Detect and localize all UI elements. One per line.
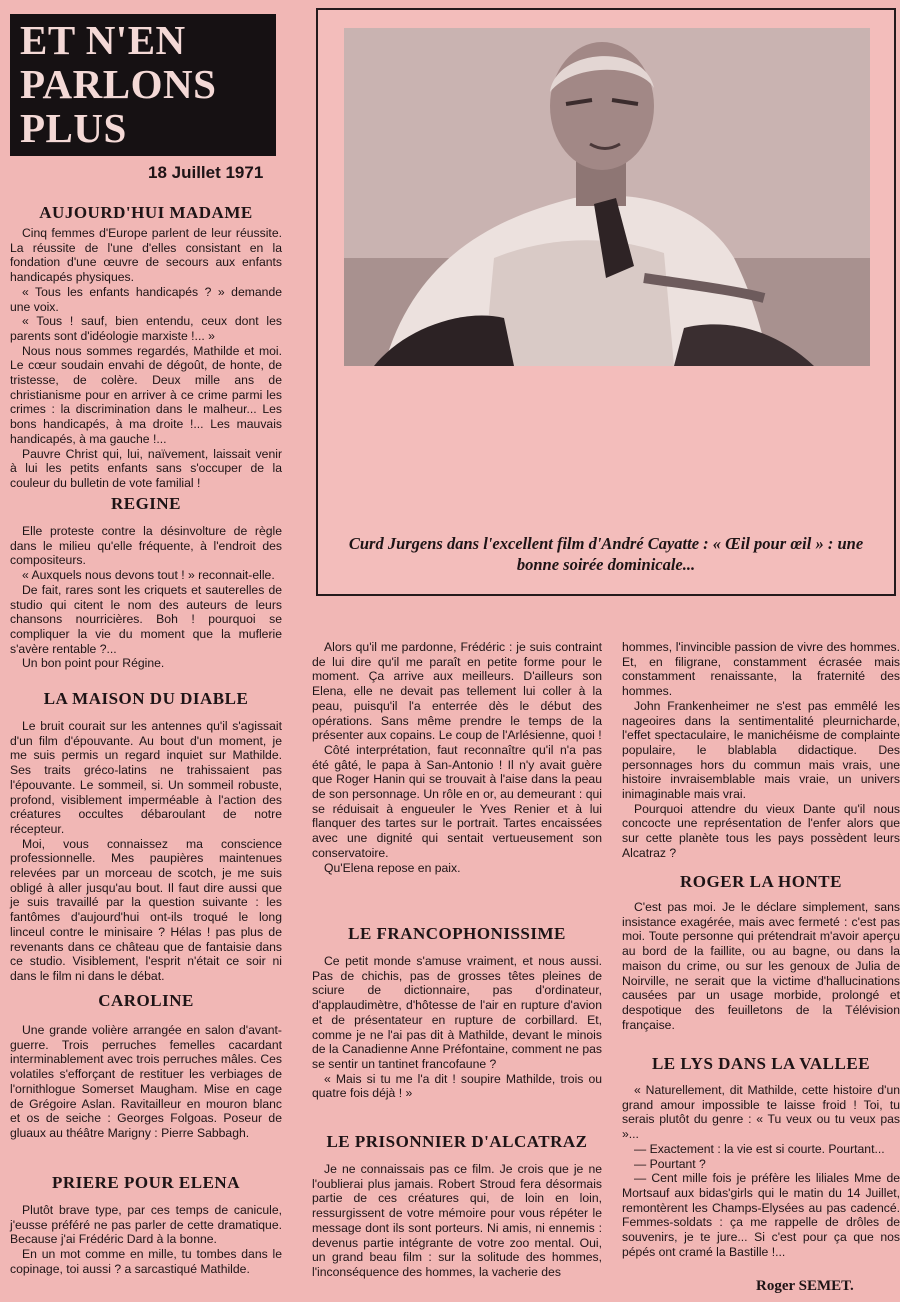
section-title-priere: PRIERE POUR ELENA — [52, 1173, 240, 1192]
portrait-photo — [344, 28, 870, 366]
section-title-lys: LE LYS DANS LA VALLEE — [651, 1054, 871, 1073]
section-title-aujourdhui: AUJOURD'HUI MADAME — [39, 203, 253, 222]
paragraph: hommes, l'invincible passion de vivre des hommes. Et, en filigrane, constamment écrasée mais constamment renaissante, la fraternité des hommes. — [622, 640, 900, 699]
publication-date: 18 Juillet 1971 — [148, 163, 264, 182]
paragraph: Ce petit monde s'amuse vraiment, et nous aussi. Pas de chichis, pas de grosses têtes pleines de sciure de dictionnaire, pas d'ordinateur, d'applaudimètre, d'hôtesse de l'air en rupture d'avion et de présentateur en rupture de corbillard. Et, comme je ne l'ai pas dit à Mathilde, devant le minois de la Canadienne Anne Préfontaine, comment ne pas se sentir un tantinet francofaune ? — [312, 954, 602, 1071]
paragraph: « Auxquels nous devons tout ! » reconnait-elle. — [22, 568, 275, 583]
masthead — [10, 14, 276, 156]
article-roger — [622, 900, 900, 1032]
section-title-maison: LA MAISON DU DIABLE — [43, 689, 249, 708]
paragraph: Elle proteste contre la désinvolture de règle dans le milieu qu'elle fréquente, à l'endroit des compositeurs. — [10, 524, 282, 568]
paragraph: Côté interprétation, faut reconnaître qu'il n'a pas été gâté, le papa à San-Antonio ! Il n'y avait guère que Roger Hanin qui se trouvait à l'aise dans la peau de son personnage. Un rôle en or, au demeurant : qui se réduisait à engueuler le Yves Renier et à lui flanquer des tartes sur le portrait. Tartes encaissées avec une dignité qui sentait vertueusement son conservatoire. — [312, 742, 602, 860]
paragraph: John Frankenheimer ne s'est pas emmêlé les nageoires dans la sentimentalité pleurnicharde, l'effet spectaculaire, le manichéisme de complainte populaire, le blablabla didactique. Des personnages hors du commun mais vrais, une histoire invraisemblable mais vraie, un univers inimaginable mais vrai. — [622, 698, 900, 802]
section-title-caroline: CAROLINE — [98, 991, 194, 1010]
section-title-alcatraz: LE PRISONNIER D'ALCATRAZ — [326, 1132, 588, 1151]
article-alcatraz — [312, 1162, 602, 1280]
section-title-roger: ROGER LA HONTE — [680, 872, 842, 891]
paragraph: Je ne connaissais pas ce film. Je crois que je ne l'oublierai plus jamais. Robert Stroud fera désormais partie de ces créatures qui, de loin en loin, ressurgissent de votre mémoire pour vous répéter le message dont ils sont porteurs. Ni amis, ni ennemis : devenus partie intégrante de votre zoo mental. Oui, un grand beau film : sur la solitude des hommes, l'inconséquence des hommes, la vacherie des — [312, 1162, 602, 1279]
article-priere — [10, 1203, 282, 1277]
paragraph: « Tous les enfants handicapés ? » demande une voix. — [10, 284, 282, 314]
article-maison — [10, 719, 282, 984]
masthead-line: ET N'EN — [20, 17, 186, 63]
paragraph: Moi, vous connaissez ma conscience professionnelle. Mes paupières maintenues relevées par un morceau de scotch, je me suis obligé à aller jusqu'au bout. Il faut dire aussi que je suis travaillé par la question suivante : les fantômes d'aujourd'hui ont-ils troqué le long linceul contre le minisaire ? Hélas ! pas plus de revenants dans ce château que de fantaisie dans ce studio. Visiblement, l'esprit n'était ce soir ni dans le film ni dans le débat. — [10, 836, 282, 983]
article-caroline — [10, 1023, 282, 1141]
paragraph: De fait, rares sont les criquets et sauterelles de studio qui citent le nom des auteurs de leurs chansons nourricières. Boh ! pourquoi se compliquer la vie du moment que la muflerie s'avère rentable ?... — [10, 582, 282, 656]
paragraph: Nous nous sommes regardés, Mathilde et moi. Le cœur soudain envahi de dégoût, de honte, de tristesse, de colère. Deux mille ans de christianisme pour en arriver à ce crime parmi les crimes : la discrimination dans le malheur... Les bons handicapés, à ma droite !... Les mauvais handicapés, à ma gauche !... — [10, 343, 282, 446]
paragraph: — Cent mille fois je préfère les liliales Mme de Mortsauf aux bidas'girls qui le matin du 14 Juillet, remontèrent les Champs-Elysées au pas cadencé. Femmes-soldats : ça me rappelle de drôles de souvenirs, je te jure... Si c'est pour ça que nos pépés ont cramé la Bastille !... — [622, 1171, 900, 1259]
paragraph: « Mais si tu me l'a dit ! soupire Mathilde, trois ou quatre fois déjà ! » — [312, 1071, 602, 1101]
paragraph: Plutôt brave type, par ces temps de canicule, j'eusse préféré ne pas parler de cette dramatique. Because j'ai Frédéric Dard à la bonne. — [10, 1203, 282, 1247]
article-alcatraz-continued — [622, 640, 900, 861]
paragraph: Pourquoi attendre du vieux Dante qu'il nous concocte une représentation de l'enfer alors que sur cette planète tous les pays possèdent leurs Alcatraz ? — [622, 801, 900, 860]
paragraph: Qu'Elena repose en paix. — [324, 860, 461, 875]
masthead-line: PLUS — [20, 105, 127, 151]
section-title-regine: REGINE — [110, 494, 182, 513]
paragraph: Une grande volière arrangée en salon d'avant-guerre. Trois perruches femelles cacardant interminablement avec trois perruches mâles. Ces volatiles s'efforçant de restituer les verbiages de l'ornithlogue Somerset Maugham. Mise en cage de Grégoire Aslan. Ravitailleur en mouron blanc et os de seiche : Georges Folgoas. Poseur de gluaux au théâtre Marigny : Pierre Sabbagh. — [10, 1023, 282, 1140]
paragraph: Cinq femmes d'Europe parlent de leur réussite. La réussite de l'une d'elles consistant en la fondation d'une œuvre de secours aux enfants handicapés physiques. — [10, 226, 282, 285]
paragraph: Alors qu'il me pardonne, Frédéric : je suis contraint de lui dire qu'il me paraît en petite forme pour le moment. Ça arrive aux meilleurs. D'ailleurs son Elena, elle ne devait pas tellement lui coller à la peau, puisqu'il l'a enterrée dès le début des opérations. Sans même prendre le temps de la présenter aux copains. Le coup de l'Arlésienne, quoi ! — [312, 640, 602, 743]
portrait-illustration — [344, 28, 870, 366]
article-franco — [312, 954, 602, 1101]
article-aujourdhui — [10, 226, 282, 491]
author-signature: Roger SEMET. — [756, 1278, 854, 1294]
paragraph: « Tous ! sauf, bien entendu, ceux dont les parents sont d'idéologie marxiste !... » — [10, 314, 282, 343]
paragraph: En un mot comme en mille, tu tombes dans le copinage, toi aussi ? a sarcastiqué Mathilde. — [10, 1247, 282, 1276]
article-priere-continued — [312, 640, 602, 875]
paragraph: Un bon point pour Régine. — [22, 656, 165, 671]
paragraph: Pauvre Christ qui, lui, naïvement, laissait venir à lui les petits enfants sans s'occuper de la couleur du bulletin de vote familial ! — [10, 446, 282, 490]
paragraph: C'est pas moi. Je le déclare simplement, sans insistance exagérée, mais avec fermeté : c'est pas moi. Toute personne qui prétendrait m'avoir aperçu au bord de la faillite, ou au bagne, ou dans la maison du crime, ou sur les genoux de Julia de Noirville, ne serait que la victime d'hallucinations causées par un usage morbide, prolongé et despotique des feuilletons de la Télévision française. — [622, 900, 900, 1032]
paragraph: « Naturellement, dit Mathilde, cette histoire d'un grand amour impossible te laisse froid ! Toi, tu serais plutôt du genre : « Tu veux ou tu veux pas »... — [622, 1083, 900, 1142]
paragraph: Le bruit courait sur les antennes qu'il s'agissait d'un film d'épouvante. Au bout d'un moment, je me suis permis un regard inquiet sur Mathilde. Ses traits gréco-latins ne trahissaient pas l'épouvante. Le sommeil, si. Un sommeil robuste, profond, visiblement imperméable à l'action des créatures occultes débaroulant de notre récepteur. — [10, 719, 282, 836]
article-regine — [10, 524, 282, 671]
article-lys — [622, 1083, 900, 1259]
masthead-line: PARLONS — [20, 61, 217, 107]
paragraph: — Pourtant ? — [634, 1156, 706, 1171]
paragraph: — Exactement : la vie est si courte. Pourtant... — [634, 1141, 885, 1156]
section-title-franco: LE FRANCOPHONISSIME — [348, 924, 566, 943]
photo-caption: Curd Jurgens dans l'excellent film d'André Cayatte : « Œil pour œil » : une bonne soirée dominicale... — [348, 534, 864, 574]
